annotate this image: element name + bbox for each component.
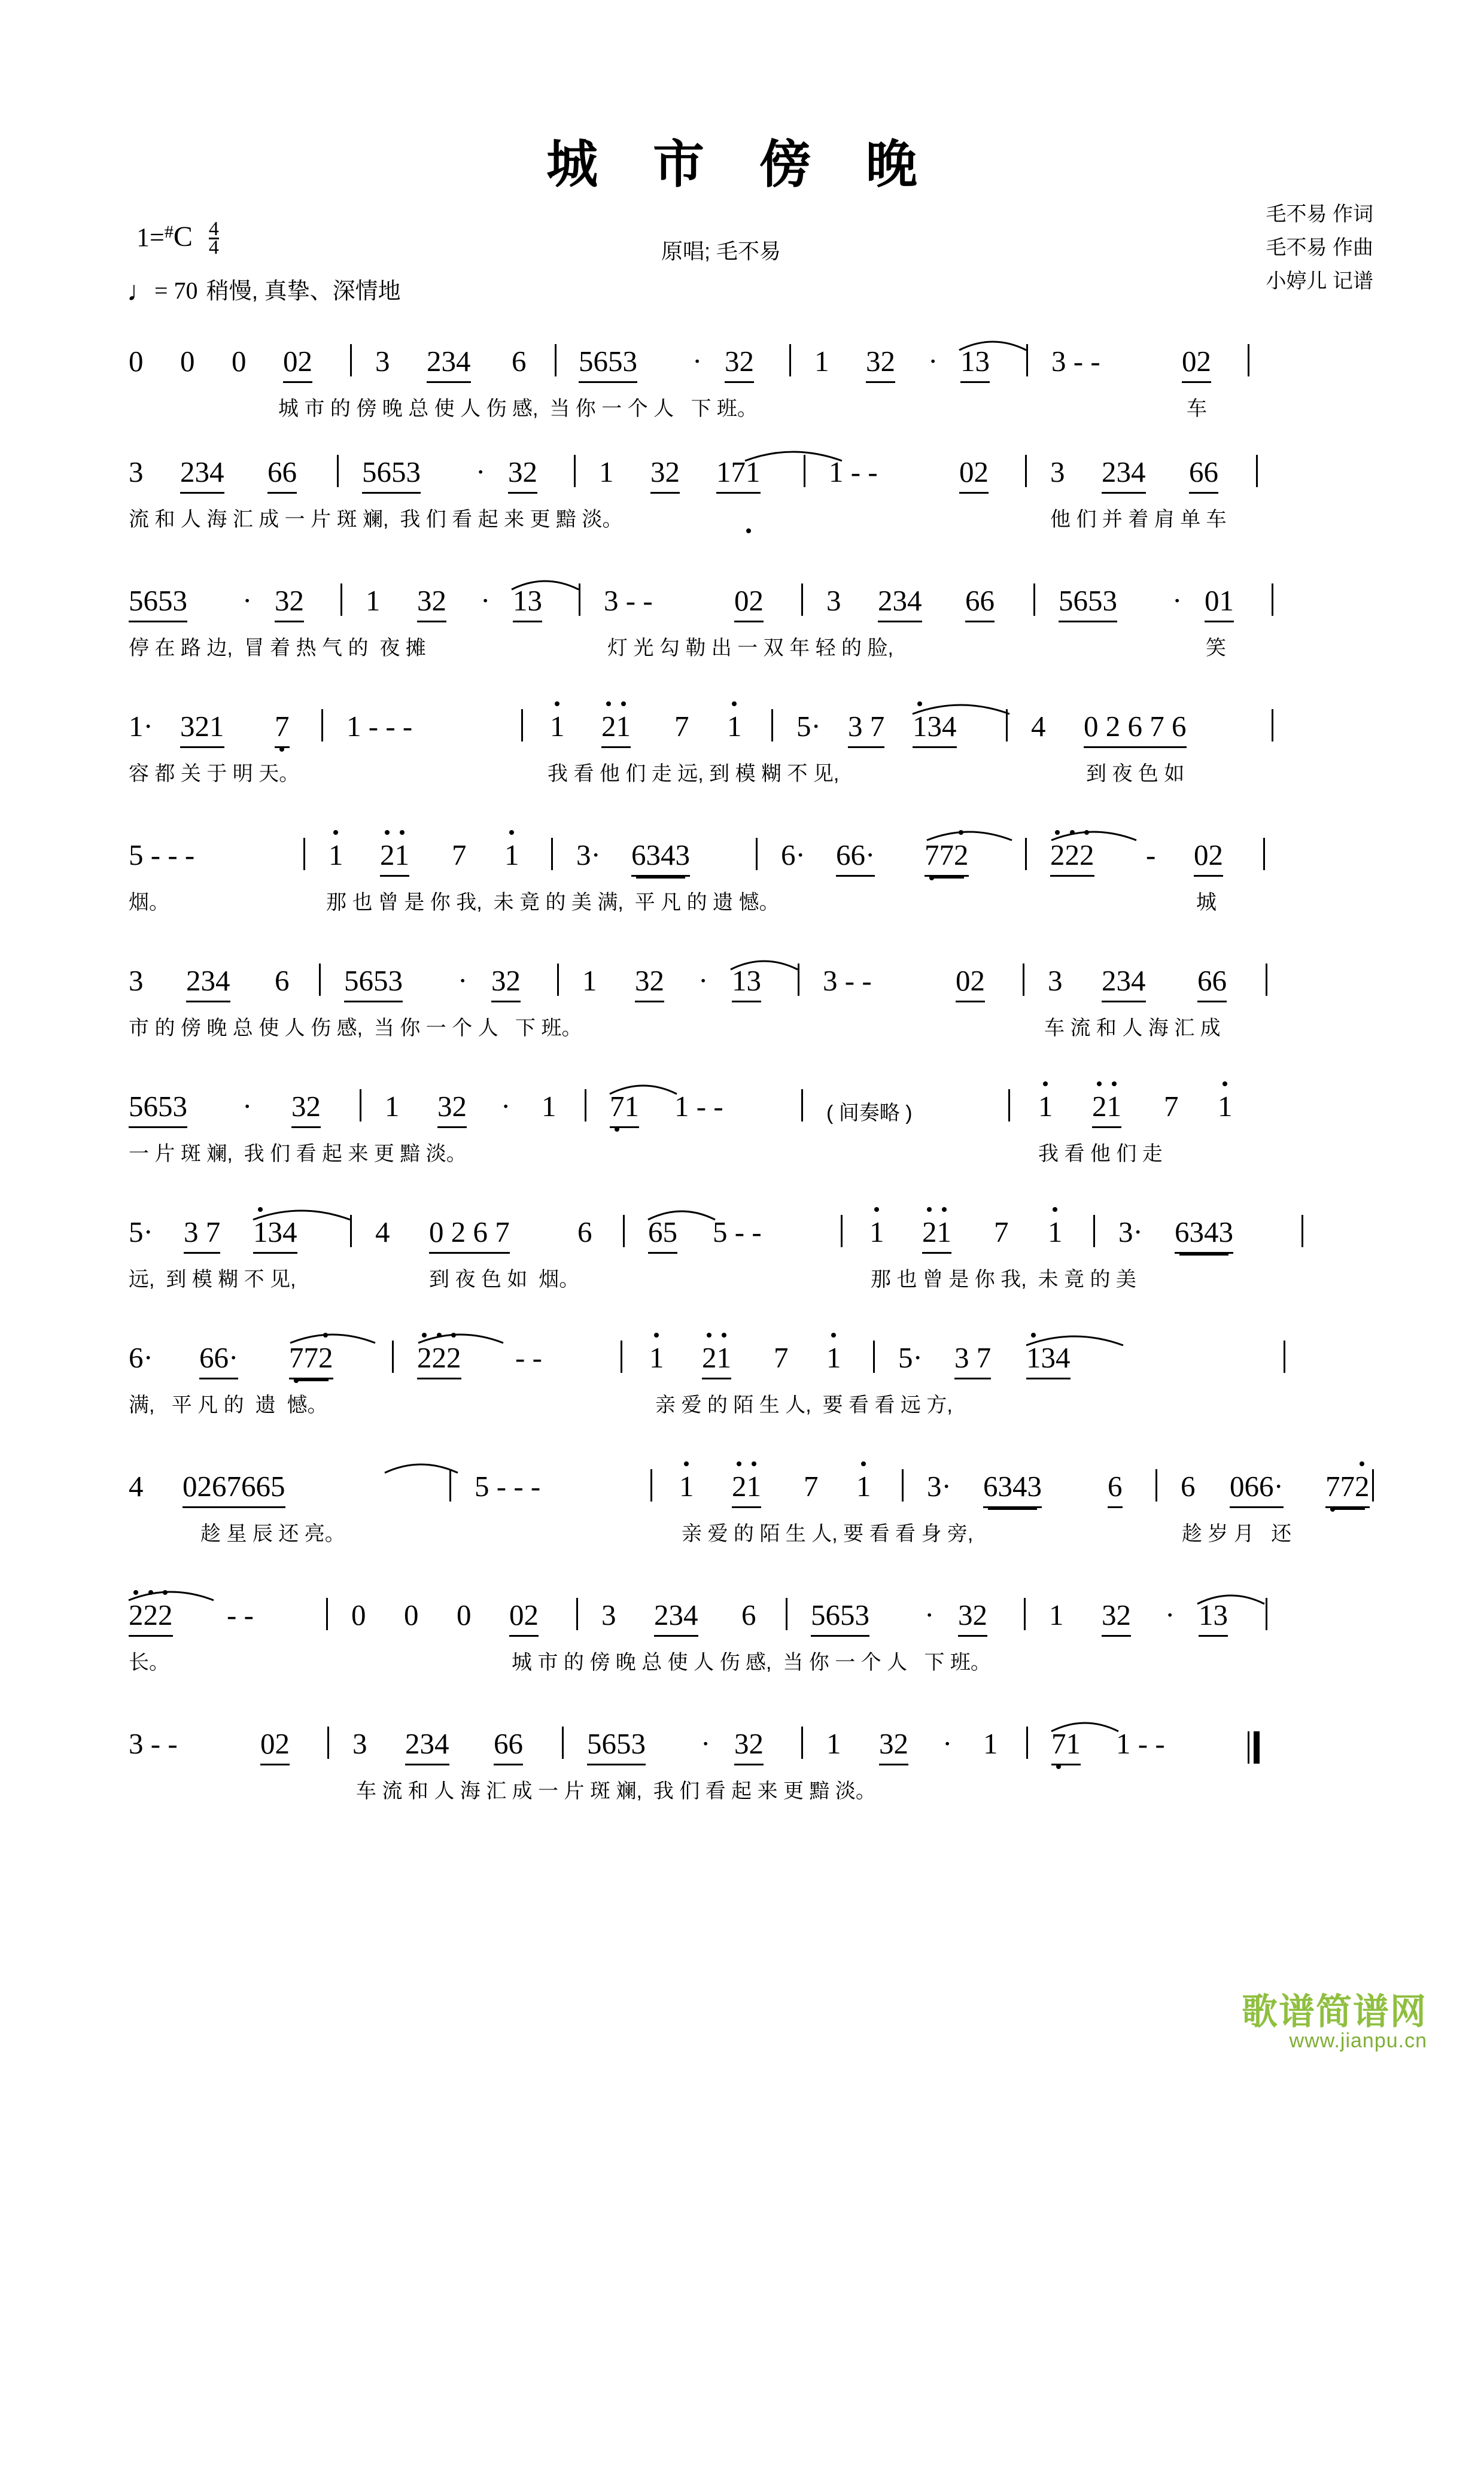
key-signature <box>136 217 219 259</box>
notation-line-6: 3 234 6 5653 · 32 1 32 · 13 3 - - 02 3 234 66 <box>129 964 1388 1008</box>
lyrics-line-11: 长。 城 市 的 傍 晚 总 使 人 伤 感, 当 你 一 个 人 下 班。 <box>129 1651 991 1674</box>
key-label: 1= <box>136 223 165 252</box>
lyrics-line-3: 停 在 路 边, 冒 着 热 气 的 夜 摊 灯 光 勾 勒 出 一 双 年 轻 的 脸, 笑 <box>129 637 1226 659</box>
music-system-6 <box>129 964 1388 1040</box>
tempo-value: = 70 <box>154 277 198 304</box>
music-system-3 <box>129 583 1388 660</box>
meter-numerator: 4 <box>208 217 219 240</box>
music-system-12 <box>129 1727 1388 1803</box>
music-system-8 <box>129 1215 1388 1291</box>
music-system-7 <box>129 1089 1388 1166</box>
site-watermark <box>1242 1993 1427 2052</box>
time-signature <box>208 217 219 259</box>
credit-lyricist: 毛不易 作词 <box>1266 203 1373 226</box>
notation-line-11: 222 - - 0 0 0 02 3 234 6 5653 · 32 1 32 · 13 <box>129 1598 1388 1642</box>
notation-line-12: 3 - - 02 3 234 66 5653 · 32 1 32 · 1 71 1 - - <box>129 1727 1388 1771</box>
music-system-9 <box>129 1341 1388 1417</box>
page-title: 城 市 傍 晚 <box>546 136 938 193</box>
lyrics-line-7: 一 片 斑 斓, 我 们 看 起 来 更 黯 淡。 我 看 他 们 走 <box>129 1142 1163 1165</box>
music-system-11 <box>129 1598 1388 1674</box>
music-system-10 <box>129 1469 1388 1546</box>
meter-denominator: 4 <box>208 236 219 259</box>
slur-arc <box>382 1456 460 1475</box>
lyrics-line-9: 满, 平 凡 的 遗 憾。 亲 爱 的 陌 生 人, 要 看 看 远 方, <box>129 1394 953 1417</box>
key-letter: C <box>173 221 193 253</box>
lyrics-line-2: 流 和 人 海 汇 成 一 片 斑 斓, 我 们 看 起 来 更 黯 淡。 他 们 并 着 肩 单 车 <box>129 508 1227 531</box>
notation-line-7: 5653 · 32 1 32 · 1 71 1 - - ( 间奏略 ) 1 21 7 1 <box>129 1089 1388 1133</box>
notation-line-8: 5· 3 7 134 4 0 2 6 7 6 65 5 - - 1 21 7 1 3· 6343 <box>129 1215 1388 1259</box>
lyrics-line-4: 容 都 关 于 明 天。 我 看 他 们 走 远, 到 模 糊 不 见, 到 夜 色 如 <box>129 762 1185 785</box>
music-system-1 <box>129 344 1388 421</box>
lyrics-line-12: 车 流 和 人 海 汇 成 一 片 斑 斓, 我 们 看 起 来 更 黯 淡。 <box>356 1780 876 1803</box>
tempo-expression: 稍慢, 真挚、深情地 <box>206 279 401 304</box>
notation-line-9: 6· 66· 772 222 - - 1 21 7 1 5· 3 7 134 <box>129 1341 1388 1385</box>
lyrics-line-10: 趁 星 辰 还 亮。 亲 爱 的 陌 生 人, 要 看 看 身 旁, 趁 岁 月 还 <box>200 1522 1292 1545</box>
lyrics-line-6: 市 的 傍 晚 总 使 人 伤 感, 当 你 一 个 人 下 班。 车 流 和 人 海 汇 成 <box>129 1017 1221 1040</box>
tempo-marking <box>127 272 401 305</box>
music-system-5 <box>129 838 1388 914</box>
notation-line-10: 4 0267665 5 - - - 1 21 7 1 3· 6343 6 6 066· 772 <box>129 1469 1388 1513</box>
music-system-2 <box>129 455 1388 531</box>
notation-line-2: 3 234 66 5653 · 32 1 32 171 1 - - 02 3 234 66 <box>129 455 1388 499</box>
lyrics-line-8: 远, 到 模 糊 不 见, 到 夜 色 如 烟。 那 也 曾 是 你 我, 未 竟 的 美 <box>129 1268 1136 1291</box>
credit-transcriber: 小婷儿 记谱 <box>1266 270 1373 293</box>
notation-line-5: 5 - - - 1 21 7 1 3· 6343 6· 66· 772 222 - 02 <box>129 838 1388 882</box>
watermark-title: 歌谱简谱网 <box>1242 1992 1427 2032</box>
lyrics-line-1: 城 市 的 傍 晚 总 使 人 伤 感, 当 你 一 个 人 下 班。 车 <box>278 397 1207 420</box>
notation-line-1: 0 0 0 02 3 234 6 5653 · 32 1 32 · 13 3 - - 02 <box>129 344 1388 388</box>
quarter-note-icon: ♩ <box>127 276 154 306</box>
music-system-4 <box>129 709 1388 786</box>
notation-line-4: 1· 321 7 1 - - - 1 21 7 1 5· 3 7 134 4 0 2 6 7 6 <box>129 709 1388 753</box>
credits-block <box>1266 197 1373 298</box>
watermark-url: www.jianpu.cn <box>1289 2029 1427 2053</box>
notation-line-3: 5653 · 32 1 32 · 13 3 - - 02 3 234 66 5653 · 01 <box>129 583 1388 628</box>
original-singer: 原唱; 毛不易 <box>661 239 781 263</box>
key-accidental: # <box>164 222 174 242</box>
lyrics-line-5: 烟。 那 也 曾 是 你 我, 未 竟 的 美 满, 平 凡 的 遗 憾。 城 <box>129 891 1217 914</box>
credit-composer: 毛不易 作曲 <box>1266 236 1373 260</box>
